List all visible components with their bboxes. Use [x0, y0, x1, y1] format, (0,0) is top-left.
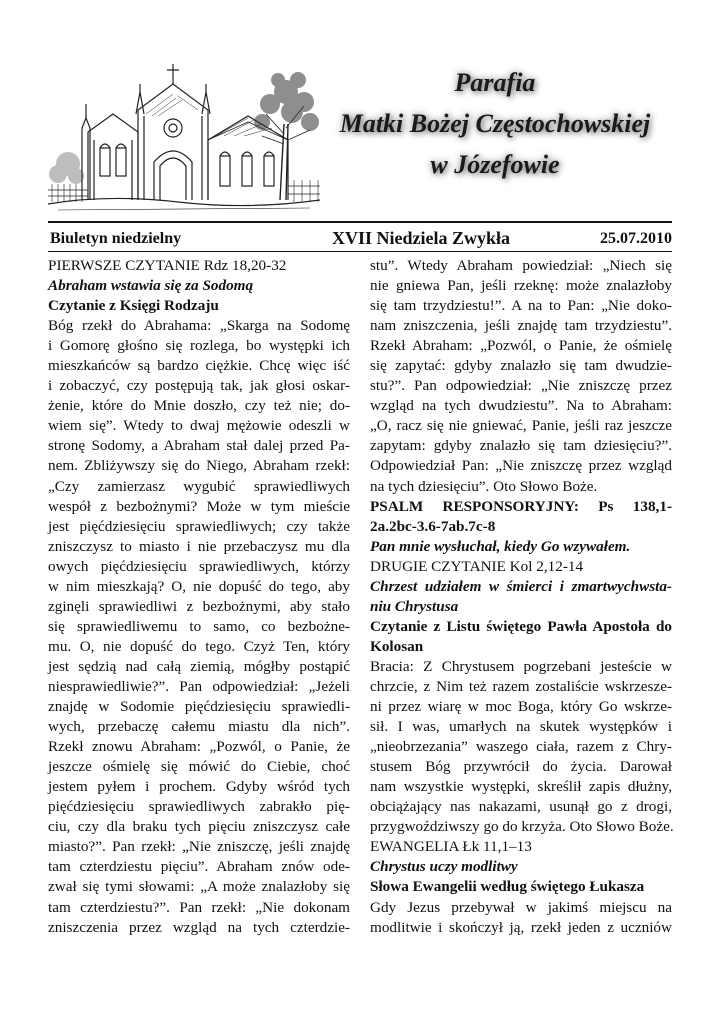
parish-title-line-2: Matki Bożej Częstochowskiej: [339, 109, 651, 138]
left-column: [48, 256, 350, 938]
text-line: modlitwie i skończył ją, rzekł jeden z uczniów: [370, 918, 672, 936]
header-divider-top: [48, 221, 672, 223]
text-line: się tam trzydziestu!”. A na to Pan: „Nie doko-: [370, 297, 672, 315]
text-line: zginęli sprawiedliwi z bezbożnymi, aby stało: [48, 597, 350, 615]
text-line: wych, przebaczę całemu miastu dla nich”.: [48, 718, 350, 736]
text-line: nam zniszczenia, jeśli znajdę tam trzydziestu”.: [370, 317, 672, 335]
text-line: pięćdziesięciu sprawiedliwych zabrakło pię-: [48, 798, 350, 816]
gospel-subtitle: Chrystus uczy modlitwy: [370, 858, 518, 876]
bulletin-date: 25.07.2010: [600, 230, 672, 247]
text-line: owych pięćdziesięciu sprawiedliwych, którzy: [48, 557, 350, 575]
church-illustration: [48, 44, 320, 214]
text-line: ni przez wiarę w moc Boga, który Go wskrze-: [370, 698, 672, 716]
header-divider-bottom: [48, 251, 672, 252]
text-line: się sprawiedliwemu to samo, co bezbożne-: [48, 617, 350, 635]
text-line: obciążający nas nakazami, usunął go z drogi,: [370, 798, 672, 816]
text-line: Bóg rzekł do Abrahama: „Skarga na Sodomę: [48, 317, 350, 335]
first-reading-subtitle: Abraham wstawia się za Sodomą: [48, 277, 254, 295]
bulletin-label: Biuletyn niedzielny: [50, 230, 182, 247]
text-line: stronę Sodomy, a Abraham stał dalej przed Pa-: [48, 437, 350, 455]
psalm-refrain: Pan mnie wysłuchał, kiedy Go wzywałem.: [370, 537, 631, 555]
text-line: jest pięćdziesięciu sprawiedliwych; czy także: [48, 517, 350, 535]
psalm-heading: PSALM RESPONSORYJNY: Ps 138,1-: [370, 497, 672, 515]
parish-title-line-3: w Józefowie: [430, 150, 560, 179]
text-line: ciu, czy dla braku tych pięciu zniszczysz całe: [48, 818, 350, 836]
text-line: i zobaczyć, czy postępują tak, jak głosi oskar-: [48, 377, 350, 395]
text-line: tam czterdziestu pięciu”. Abraham znów ode-: [48, 858, 350, 876]
text-line: wzgląd na tych dwudziestu”. Na to Abraham:: [370, 397, 672, 415]
text-line: zwał się tymi słowami: „A może znalazłoby się: [48, 878, 350, 896]
first-reading-heading: PIERWSZE CZYTANIE Rdz 18,20-32: [48, 257, 287, 274]
text-line: „Czy zamierzasz wygubić sprawiedliwych: [48, 477, 350, 495]
text-line: nie gniewa Pan, jeśli rzeknę: może znalazłoby: [370, 277, 672, 295]
text-line: mieszkańców są bardzo ciężkie. Chcę więc iść: [48, 357, 350, 375]
text-line: nam wszystkie występki, skreślił zapis dłużny,: [370, 778, 672, 796]
text-line: się zapytać: gdyby znalazło się tam dwudzie-: [370, 357, 672, 375]
second-reading-heading: DRUGIE CZYTANIE Kol 2,12-14: [370, 557, 584, 575]
second-reading-subtitle-continued: niu Chrystusa: [370, 597, 459, 615]
text-line: „O, racz się nie gniewać, Panie, jeśli raz jeszcze: [370, 417, 672, 435]
text-line: nem. Zbliżywszy się do Niego, Abraham rzekł:: [48, 457, 350, 475]
text-line: chrzcie, z Nim też razem zostaliście wskrzesze-: [370, 677, 672, 695]
first-reading-source: Czytanie z Księgi Rodzaju: [48, 297, 219, 315]
text-line: sił. I was, umarłych na skutek występków i: [370, 718, 672, 736]
text-line: w nim mieszkają? O, nie dopuść do tego, aby: [48, 577, 350, 595]
second-reading-source: Czytanie z Listu świętego Pawła Apostoła do: [370, 617, 672, 635]
text-line: „nieobrzezania” waszego ciała, razem z Chry-: [370, 738, 672, 756]
text-line: zniszczysz to miasto i nie przebaczysz mu dla: [48, 537, 350, 555]
second-reading-subtitle: Chrzest udziałem w śmierci i zmartwychwsta-: [370, 577, 672, 595]
parish-title: [300, 62, 690, 185]
text-line: tam czterdziestu?”. Pan rzekł: „Nie dokonam: [48, 898, 350, 916]
text-line: niesprawiedliwie?”. Pan odpowiedział: „Jeżeli: [48, 677, 350, 695]
text-line: Odpowiedział Pan: „Nie zniszczę przez wzgląd: [370, 457, 672, 475]
text-line: Bracia: Z Chrystusem pogrzebani jesteście w: [370, 657, 672, 675]
text-line: i Gomorę głośno się rozlega, bo występki ich: [48, 337, 350, 355]
text-line: stusem Bóg przywrócił do życia. Darował: [370, 758, 672, 776]
text-line: zniszczenia przez wzgląd na tych czterdzie-: [48, 918, 350, 936]
text-line: przygwoździwszy go do krzyża. Oto Słowo Boże.: [370, 818, 674, 836]
sunday-name: XVII Niedziela Zwykła: [332, 228, 511, 248]
parish-title-line-1: Parafia: [454, 68, 536, 97]
text-line: żenie, które do Mnie doszło, czy też nie; do-: [48, 397, 350, 415]
text-line: znajdę w Sodomie pięćdziesięciu sprawiedli-: [48, 698, 350, 716]
text-line: zapytam: gdyby znalazło się tam dziesięciu?”.: [370, 437, 672, 455]
psalm-heading-continued: 2a.2bc-3.6-7ab.7c-8: [370, 517, 496, 535]
text-line: Rzekł znowu Abraham: „Pozwól, o Panie, że: [48, 738, 350, 756]
text-line: wiem się”. Wtedy to dwaj mężowie odeszli w: [48, 417, 350, 435]
text-line: jeszcze ośmielę się mówić do Ciebie, choć: [48, 758, 350, 776]
gospel-heading: EWANGELIA Łk 11,1–13: [370, 838, 532, 856]
bulletin-info-row: [48, 228, 672, 250]
text-line: stu”. Wtedy Abraham powiedział: „Niech się: [370, 257, 672, 274]
text-line: jest sędzią nad całą ziemią, mógłby postąpić: [48, 657, 350, 675]
right-column: [370, 256, 672, 938]
text-line: wespół z bezbożnymi? Może w tym mieście: [48, 497, 350, 515]
text-line: na tych dziesięciu”. Oto Słowo Boże.: [370, 477, 598, 495]
text-line: Rzekł Abraham: „Pozwól, o Panie, że ośmielę: [370, 337, 672, 355]
second-reading-source-continued: Kolosan: [370, 637, 424, 655]
text-line: mu. O, nie dopuść do tego. Czyż Ten, który: [48, 637, 350, 655]
gospel-source: Słowa Ewangelii według świętego Łukasza: [370, 878, 645, 896]
text-line: stu?”. Pan odpowiedział: „Nie zniszczę przez: [370, 377, 672, 395]
text-line: Gdy Jezus przebywał w jakimś miejscu na: [370, 898, 672, 916]
text-line: miasto?”. Pan rzekł: „Nie zniszczę, jeśli znajdę: [48, 838, 350, 856]
text-line: jestem pyłem i prochem. Gdyby wśród tych: [48, 778, 350, 796]
